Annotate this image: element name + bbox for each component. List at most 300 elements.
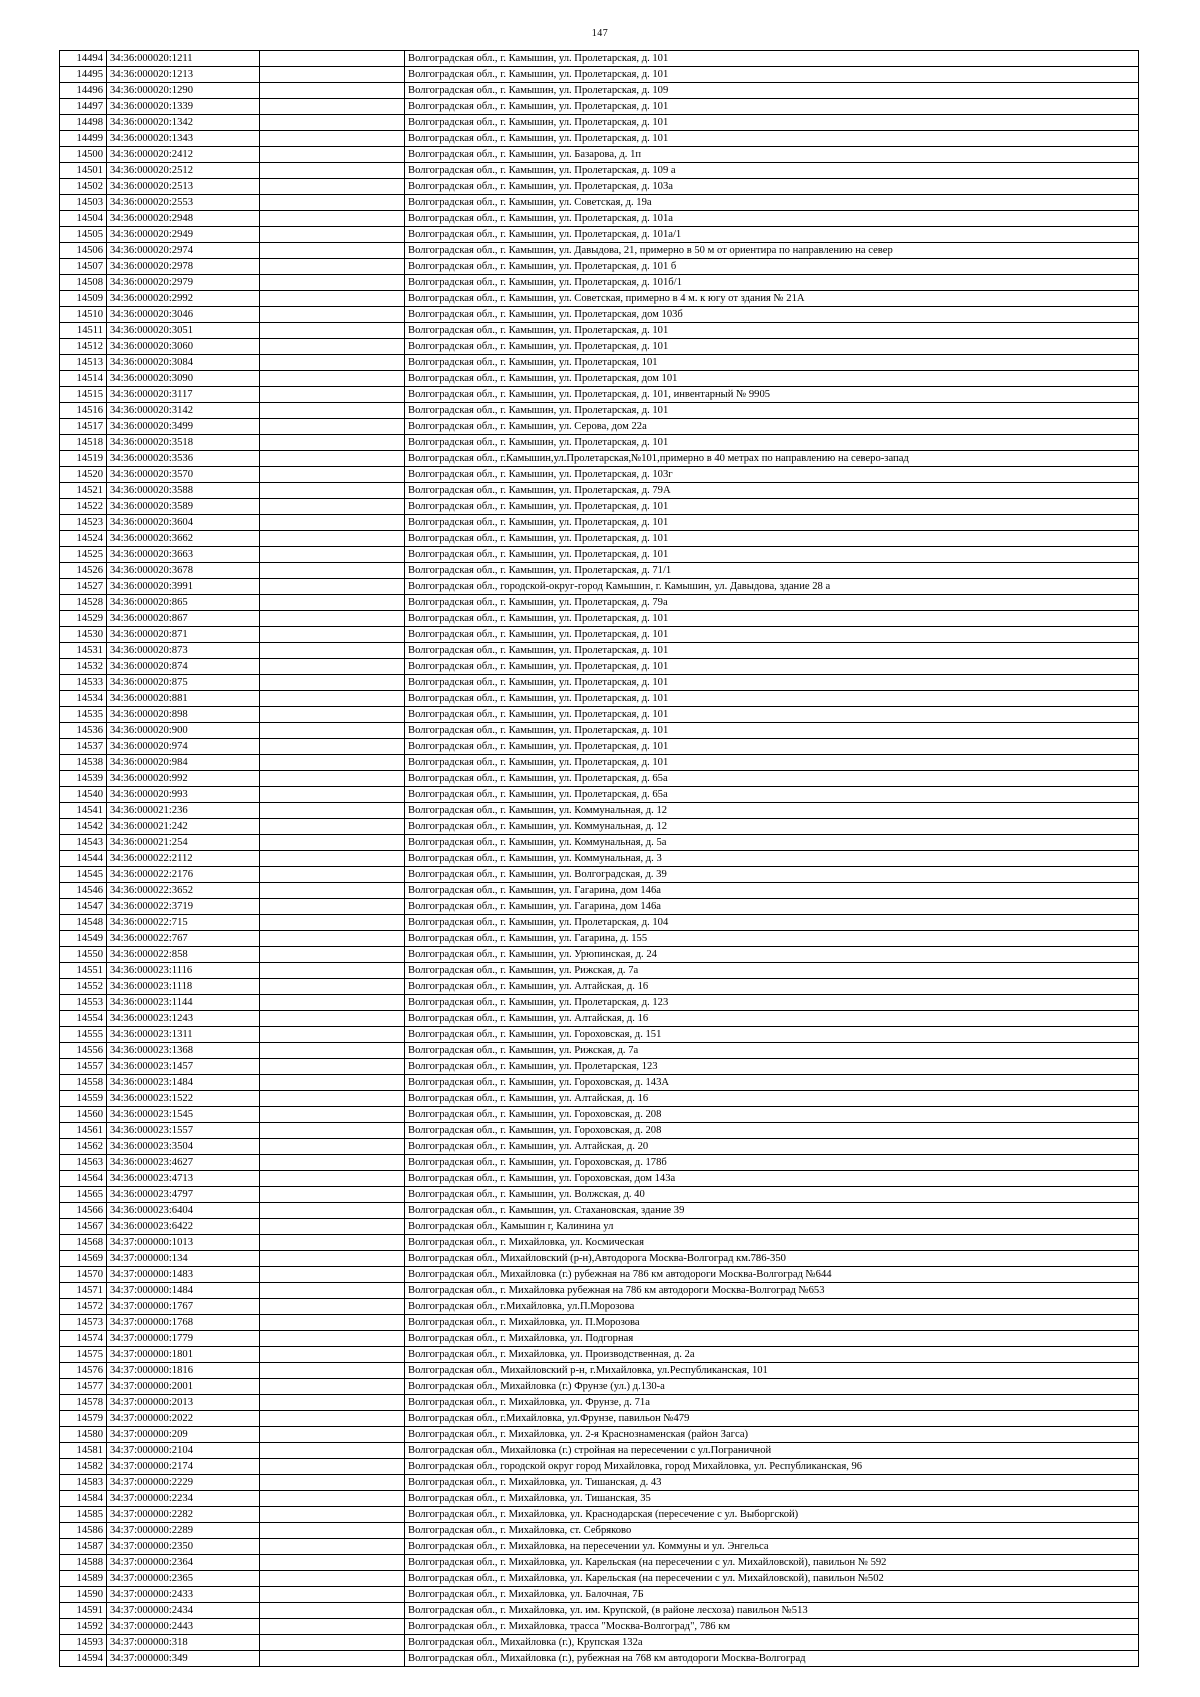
row-number-cell: 14564 [60,1171,107,1187]
row-number-cell: 14578 [60,1395,107,1411]
row-number-cell: 14533 [60,675,107,691]
address-cell: Волгоградская обл., г. Михайловка, ул. Производственная, д. 2а [405,1347,1139,1363]
empty-cell [260,419,405,435]
empty-cell [260,1059,405,1075]
cadastral-number-cell: 34:36:000023:3504 [107,1139,260,1155]
table-row [60,275,1139,291]
address-cell: Волгоградская обл., г. Камышин, ул. Пролетарская, д. 104 [405,915,1139,931]
registry-table [59,50,1139,1667]
row-number-cell: 14567 [60,1219,107,1235]
address-cell: Волгоградская обл., г. Камышин, ул. Пролетарская, 101 [405,355,1139,371]
address-cell: Волгоградская обл., г. Камышин, ул. Пролетарская, д. 109 [405,83,1139,99]
table-row [60,931,1139,947]
address-cell: Волгоградская обл., г. Михайловка, ул. Тишанская, 35 [405,1491,1139,1507]
empty-cell [260,403,405,419]
empty-cell [260,659,405,675]
row-number-cell: 14542 [60,819,107,835]
cadastral-number-cell: 34:36:000021:242 [107,819,260,835]
cadastral-number-cell: 34:37:000000:2001 [107,1379,260,1395]
address-cell: Волгоградская обл., городской округ город Михайловка, город Михайловка, ул. Республиканская, 96 [405,1459,1139,1475]
empty-cell [260,1267,405,1283]
row-number-cell: 14514 [60,371,107,387]
address-cell: Волгоградская обл., г. Михайловка, ст. Себряково [405,1523,1139,1539]
table-row [60,67,1139,83]
cadastral-number-cell: 34:36:000020:3589 [107,499,260,515]
address-cell: Волгоградская обл., г. Камышин, ул. Пролетарская, д. 101 [405,659,1139,675]
cadastral-number-cell: 34:36:000023:1545 [107,1107,260,1123]
address-cell: Волгоградская обл., г. Камышин, ул. Рижская, д. 7а [405,963,1139,979]
address-cell: Волгоградская обл., г. Камышин, ул. Гагарина, д. 155 [405,931,1139,947]
address-cell: Волгоградская обл., г. Камышин, ул. Коммунальная, д. 12 [405,803,1139,819]
table-row [60,643,1139,659]
address-cell: Волгоградская обл., г. Камышин, ул. Пролетарская, д. 65а [405,787,1139,803]
empty-cell [260,755,405,771]
cadastral-number-cell: 34:37:000000:2234 [107,1491,260,1507]
empty-cell [260,99,405,115]
row-number-cell: 14495 [60,67,107,83]
empty-cell [260,147,405,163]
table-row [60,979,1139,995]
cadastral-number-cell: 34:36:000020:3084 [107,355,260,371]
address-cell: Волгоградская обл., Камышин г, Калинина ул [405,1219,1139,1235]
address-cell: Волгоградская обл., г. Камышин, ул. Пролетарская, д. 101 [405,435,1139,451]
address-cell: Волгоградская обл., г. Михайловка, ул. Подгорная [405,1331,1139,1347]
address-cell: Волгоградская обл., г.Михайловка, ул.П.Морозова [405,1299,1139,1315]
address-cell: Волгоградская обл., г. Камышин, ул. Пролетарская, д. 101 [405,339,1139,355]
table-row [60,563,1139,579]
cadastral-number-cell: 34:36:000020:984 [107,755,260,771]
table-row [60,739,1139,755]
empty-cell [260,115,405,131]
address-cell: Волгоградская обл., г. Камышин, ул. Пролетарская, д. 103г [405,467,1139,483]
table-row [60,803,1139,819]
empty-cell [260,467,405,483]
table-row [60,819,1139,835]
table-row [60,1619,1139,1635]
cadastral-number-cell: 34:36:000020:1342 [107,115,260,131]
row-number-cell: 14566 [60,1203,107,1219]
cadastral-number-cell: 34:36:000020:3663 [107,547,260,563]
cadastral-number-cell: 34:36:000020:2553 [107,195,260,211]
empty-cell [260,1123,405,1139]
table-row [60,1427,1139,1443]
table-row [60,323,1139,339]
cadastral-number-cell: 34:36:000020:2992 [107,291,260,307]
table-row [60,771,1139,787]
table-row [60,1331,1139,1347]
table-row [60,339,1139,355]
cadastral-number-cell: 34:37:000000:134 [107,1251,260,1267]
table-row [60,1075,1139,1091]
table-row [60,227,1139,243]
page-number: 147 [591,28,609,39]
empty-cell [260,1091,405,1107]
row-number-cell: 14554 [60,1011,107,1027]
empty-cell [260,1635,405,1651]
address-cell: Волгоградская обл., г. Камышин, ул. Пролетарская, д. 101 [405,611,1139,627]
row-number-cell: 14513 [60,355,107,371]
row-number-cell: 14576 [60,1363,107,1379]
empty-cell [260,387,405,403]
cadastral-number-cell: 34:37:000000:349 [107,1651,260,1667]
row-number-cell: 14585 [60,1507,107,1523]
address-cell: Волгоградская обл., г. Камышин, ул. Пролетарская, д. 101 [405,707,1139,723]
cadastral-number-cell: 34:36:000020:2513 [107,179,260,195]
table-row [60,627,1139,643]
row-number-cell: 14557 [60,1059,107,1075]
address-cell: Волгоградская обл., г. Михайловка рубежная на 786 км автодороги Москва-Волгоград №653 [405,1283,1139,1299]
cadastral-number-cell: 34:36:000022:715 [107,915,260,931]
empty-cell [260,627,405,643]
address-cell: Волгоградская обл., г. Камышин, ул. Гагарина, дом 146а [405,899,1139,915]
address-cell: Волгоградская обл., г. Камышин, ул. Пролетарская, д. 101 [405,499,1139,515]
row-number-cell: 14520 [60,467,107,483]
row-number-cell: 14582 [60,1459,107,1475]
table-row [60,1363,1139,1379]
empty-cell [260,1443,405,1459]
cadastral-number-cell: 34:37:000000:2443 [107,1619,260,1635]
table-row [60,163,1139,179]
cadastral-number-cell: 34:36:000023:6422 [107,1219,260,1235]
row-number-cell: 14523 [60,515,107,531]
address-cell: Волгоградская обл., г. Камышин, ул. Волжская, д. 40 [405,1187,1139,1203]
cadastral-number-cell: 34:36:000020:1290 [107,83,260,99]
address-cell: Волгоградская обл., г. Камышин, ул. Алтайская, д. 20 [405,1139,1139,1155]
table-row [60,547,1139,563]
empty-cell [260,707,405,723]
empty-cell [260,67,405,83]
empty-cell [260,771,405,787]
address-cell: Волгоградская обл., г. Камышин, ул. Волгоградская, д. 39 [405,867,1139,883]
cadastral-number-cell: 34:36:000023:1522 [107,1091,260,1107]
table-row [60,691,1139,707]
cadastral-number-cell: 34:36:000023:4797 [107,1187,260,1203]
address-cell: Волгоградская обл., г. Камышин, ул. Пролетарская, д. 101 [405,51,1139,67]
table-row [60,883,1139,899]
empty-cell [260,1555,405,1571]
row-number-cell: 14535 [60,707,107,723]
empty-cell [260,899,405,915]
empty-cell [260,1459,405,1475]
row-number-cell: 14525 [60,547,107,563]
row-number-cell: 14524 [60,531,107,547]
table-row [60,1219,1139,1235]
row-number-cell: 14526 [60,563,107,579]
table-row [60,451,1139,467]
table-row [60,1139,1139,1155]
cadastral-number-cell: 34:37:000000:318 [107,1635,260,1651]
empty-cell [260,1107,405,1123]
table-row [60,115,1139,131]
row-number-cell: 14548 [60,915,107,931]
address-cell: Волгоградская обл., г. Камышин, ул. Пролетарская, д. 101 [405,643,1139,659]
row-number-cell: 14529 [60,611,107,627]
registry-table-body [60,51,1139,1667]
cadastral-number-cell: 34:37:000000:2104 [107,1443,260,1459]
address-cell: Волгоградская обл., г. Камышин, ул. Пролетарская, д. 101 [405,531,1139,547]
cadastral-number-cell: 34:36:000021:236 [107,803,260,819]
address-cell: Волгоградская обл., г. Камышин, ул. Алтайская, д. 16 [405,979,1139,995]
cadastral-number-cell: 34:36:000023:6404 [107,1203,260,1219]
address-cell: Волгоградская обл., г. Камышин, ул. Пролетарская, д. 101 [405,675,1139,691]
address-cell: Волгоградская обл., г. Михайловка, трасса "Москва-Волгоград", 786 км [405,1619,1139,1635]
cadastral-number-cell: 34:36:000020:2948 [107,211,260,227]
address-cell: Волгоградская обл., г. Камышин, ул. Гороховская, д. 143А [405,1075,1139,1091]
cadastral-number-cell: 34:36:000020:3117 [107,387,260,403]
address-cell: Волгоградская обл., г. Камышин, ул. Пролетарская, д. 101 [405,67,1139,83]
table-row [60,355,1139,371]
address-cell: Волгоградская обл., г.Камышин,ул.Пролетарская,№101,примерно в 40 метрах по направлению на северо-запад [405,451,1139,467]
empty-cell [260,1331,405,1347]
cadastral-number-cell: 34:36:000020:871 [107,627,260,643]
address-cell: Волгоградская обл., г. Камышин, ул. Пролетарская, д. 101 [405,115,1139,131]
row-number-cell: 14580 [60,1427,107,1443]
empty-cell [260,1043,405,1059]
address-cell: Волгоградская обл., Михайловка (г.) рубежная на 786 км автодороги Москва-Волгоград №644 [405,1267,1139,1283]
row-number-cell: 14511 [60,323,107,339]
address-cell: Волгоградская обл., г. Камышин, ул. Алтайская, д. 16 [405,1011,1139,1027]
empty-cell [260,1075,405,1091]
cadastral-number-cell: 34:36:000020:3518 [107,435,260,451]
empty-cell [260,787,405,803]
cadastral-number-cell: 34:36:000020:3090 [107,371,260,387]
row-number-cell: 14584 [60,1491,107,1507]
row-number-cell: 14579 [60,1411,107,1427]
row-number-cell: 14530 [60,627,107,643]
empty-cell [260,579,405,595]
empty-cell [260,1411,405,1427]
cadastral-number-cell: 34:37:000000:1013 [107,1235,260,1251]
row-number-cell: 14565 [60,1187,107,1203]
cadastral-number-cell: 34:36:000020:3142 [107,403,260,419]
empty-cell [260,867,405,883]
row-number-cell: 14589 [60,1571,107,1587]
address-cell: Волгоградская обл., Михайловский р-н, г.Михайловка, ул.Республиканская, 101 [405,1363,1139,1379]
table-row [60,1379,1139,1395]
table-row [60,531,1139,547]
address-cell: Волгоградская обл., г. Камышин, ул. Гороховская, д. 208 [405,1123,1139,1139]
table-row [60,179,1139,195]
empty-cell [260,1299,405,1315]
cadastral-number-cell: 34:36:000020:3604 [107,515,260,531]
cadastral-number-cell: 34:37:000000:2289 [107,1523,260,1539]
row-number-cell: 14574 [60,1331,107,1347]
address-cell: Волгоградская обл., г. Камышин, ул. Пролетарская, д. 101 [405,515,1139,531]
cadastral-number-cell: 34:36:000020:3588 [107,483,260,499]
cadastral-number-cell: 34:36:000020:3678 [107,563,260,579]
cadastral-number-cell: 34:36:000020:3060 [107,339,260,355]
address-cell: Волгоградская обл., Михайловка (г.) Фрунзе (ул.) д.130-а [405,1379,1139,1395]
row-number-cell: 14592 [60,1619,107,1635]
empty-cell [260,1235,405,1251]
cadastral-number-cell: 34:36:000020:3991 [107,579,260,595]
cadastral-number-cell: 34:36:000020:3536 [107,451,260,467]
cadastral-number-cell: 34:37:000000:1768 [107,1315,260,1331]
address-cell: Волгоградская обл., г. Камышин, ул. Алтайская, д. 16 [405,1091,1139,1107]
empty-cell [260,51,405,67]
address-cell: Волгоградская обл., г. Камышин, ул. Пролетарская, д. 79А [405,483,1139,499]
address-cell: Волгоградская обл., г. Михайловка, ул. Балочная, 7Б [405,1587,1139,1603]
cadastral-number-cell: 34:36:000020:3570 [107,467,260,483]
row-number-cell: 14508 [60,275,107,291]
cadastral-number-cell: 34:36:000020:881 [107,691,260,707]
table-row [60,1635,1139,1651]
cadastral-number-cell: 34:37:000000:2022 [107,1411,260,1427]
empty-cell [260,1251,405,1267]
row-number-cell: 14536 [60,723,107,739]
table-row [60,1571,1139,1587]
cadastral-number-cell: 34:36:000022:2176 [107,867,260,883]
empty-cell [260,883,405,899]
empty-cell [260,531,405,547]
empty-cell [260,1219,405,1235]
cadastral-number-cell: 34:37:000000:2350 [107,1539,260,1555]
address-cell: Волгоградская обл., Михайловка (г.), рубежная на 768 км автодороги Москва-Волгоград [405,1651,1139,1667]
row-number-cell: 14581 [60,1443,107,1459]
table-row [60,963,1139,979]
table-row [60,1523,1139,1539]
empty-cell [260,1539,405,1555]
address-cell: Волгоградская обл., городской-округ-город Камышин, г. Камышин, ул. Давыдова, здание 28 а [405,579,1139,595]
empty-cell [260,1283,405,1299]
empty-cell [260,1155,405,1171]
table-row [60,243,1139,259]
empty-cell [260,1603,405,1619]
empty-cell [260,83,405,99]
cadastral-number-cell: 34:36:000020:873 [107,643,260,659]
cadastral-number-cell: 34:37:000000:2365 [107,1571,260,1587]
row-number-cell: 14558 [60,1075,107,1091]
address-cell: Волгоградская обл., г. Михайловка, ул. им. Крупской, (в районе лесхоза) павильон №513 [405,1603,1139,1619]
row-number-cell: 14500 [60,147,107,163]
cadastral-number-cell: 34:37:000000:1484 [107,1283,260,1299]
table-row [60,1459,1139,1475]
empty-cell [260,275,405,291]
address-cell: Волгоградская обл., г. Камышин, ул. Коммунальная, д. 5а [405,835,1139,851]
cadastral-number-cell: 34:37:000000:2013 [107,1395,260,1411]
row-number-cell: 14590 [60,1587,107,1603]
row-number-cell: 14559 [60,1091,107,1107]
row-number-cell: 14537 [60,739,107,755]
row-number-cell: 14552 [60,979,107,995]
row-number-cell: 14521 [60,483,107,499]
row-number-cell: 14562 [60,1139,107,1155]
cadastral-number-cell: 34:37:000000:1483 [107,1267,260,1283]
table-row [60,467,1139,483]
row-number-cell: 14539 [60,771,107,787]
table-row [60,1235,1139,1251]
cadastral-number-cell: 34:37:000000:1801 [107,1347,260,1363]
row-number-cell: 14507 [60,259,107,275]
table-row [60,867,1139,883]
empty-cell [260,819,405,835]
empty-cell [260,499,405,515]
cadastral-number-cell: 34:36:000023:1118 [107,979,260,995]
table-row [60,723,1139,739]
cadastral-number-cell: 34:36:000020:1213 [107,67,260,83]
row-number-cell: 14569 [60,1251,107,1267]
row-number-cell: 14572 [60,1299,107,1315]
table-row [60,499,1139,515]
row-number-cell: 14588 [60,1555,107,1571]
row-number-cell: 14505 [60,227,107,243]
cadastral-number-cell: 34:36:000020:3046 [107,307,260,323]
table-row [60,371,1139,387]
empty-cell [260,195,405,211]
table-row [60,195,1139,211]
row-number-cell: 14499 [60,131,107,147]
empty-cell [260,1619,405,1635]
table-row [60,99,1139,115]
table-row [60,915,1139,931]
table-row [60,1507,1139,1523]
empty-cell [260,851,405,867]
row-number-cell: 14518 [60,435,107,451]
row-number-cell: 14504 [60,211,107,227]
row-number-cell: 14512 [60,339,107,355]
table-row [60,1539,1139,1555]
empty-cell [260,1523,405,1539]
cadastral-number-cell: 34:36:000020:974 [107,739,260,755]
empty-cell [260,979,405,995]
table-row [60,1251,1139,1267]
cadastral-number-cell: 34:37:000000:2434 [107,1603,260,1619]
table-row [60,1299,1139,1315]
empty-cell [260,1203,405,1219]
address-cell: Волгоградская обл., г. Камышин, ул. Коммунальная, д. 12 [405,819,1139,835]
cadastral-number-cell: 34:36:000020:1211 [107,51,260,67]
table-row [60,659,1139,675]
cadastral-number-cell: 34:37:000000:1767 [107,1299,260,1315]
address-cell: Волгоградская обл., г. Камышин, ул. Пролетарская, д. 109 а [405,163,1139,179]
row-number-cell: 14498 [60,115,107,131]
row-number-cell: 14568 [60,1235,107,1251]
address-cell: Волгоградская обл., г. Камышин, ул. Пролетарская, д. 101а [405,211,1139,227]
empty-cell [260,339,405,355]
address-cell: Волгоградская обл., г. Камышин, ул. Гагарина, дом 146а [405,883,1139,899]
cadastral-number-cell: 34:36:000023:1243 [107,1011,260,1027]
empty-cell [260,1363,405,1379]
empty-cell [260,227,405,243]
empty-cell [260,1011,405,1027]
row-number-cell: 14547 [60,899,107,915]
address-cell: Волгоградская обл., г. Камышин, ул. Гороховская, дом 143а [405,1171,1139,1187]
cadastral-number-cell: 34:37:000000:2282 [107,1507,260,1523]
cadastral-number-cell: 34:36:000020:2412 [107,147,260,163]
cadastral-number-cell: 34:36:000020:3051 [107,323,260,339]
row-number-cell: 14527 [60,579,107,595]
row-number-cell: 14497 [60,99,107,115]
table-row [60,1027,1139,1043]
empty-cell [260,739,405,755]
cadastral-number-cell: 34:36:000023:1457 [107,1059,260,1075]
table-row [60,851,1139,867]
empty-cell [260,371,405,387]
cadastral-number-cell: 34:36:000020:2949 [107,227,260,243]
table-row [60,1443,1139,1459]
cadastral-number-cell: 34:36:000020:2974 [107,243,260,259]
row-number-cell: 14503 [60,195,107,211]
table-row [60,211,1139,227]
address-cell: Волгоградская обл., г. Камышин, ул. Гороховская, д. 151 [405,1027,1139,1043]
cadastral-number-cell: 34:36:000020:1343 [107,131,260,147]
address-cell: Волгоградская обл., г. Камышин, ул. Пролетарская, д. 79а [405,595,1139,611]
row-number-cell: 14510 [60,307,107,323]
address-cell: Волгоградская обл., г. Михайловка, на пересечении ул. Коммуны и ул. Энгельса [405,1539,1139,1555]
empty-cell [260,931,405,947]
row-number-cell: 14571 [60,1283,107,1299]
empty-cell [260,163,405,179]
